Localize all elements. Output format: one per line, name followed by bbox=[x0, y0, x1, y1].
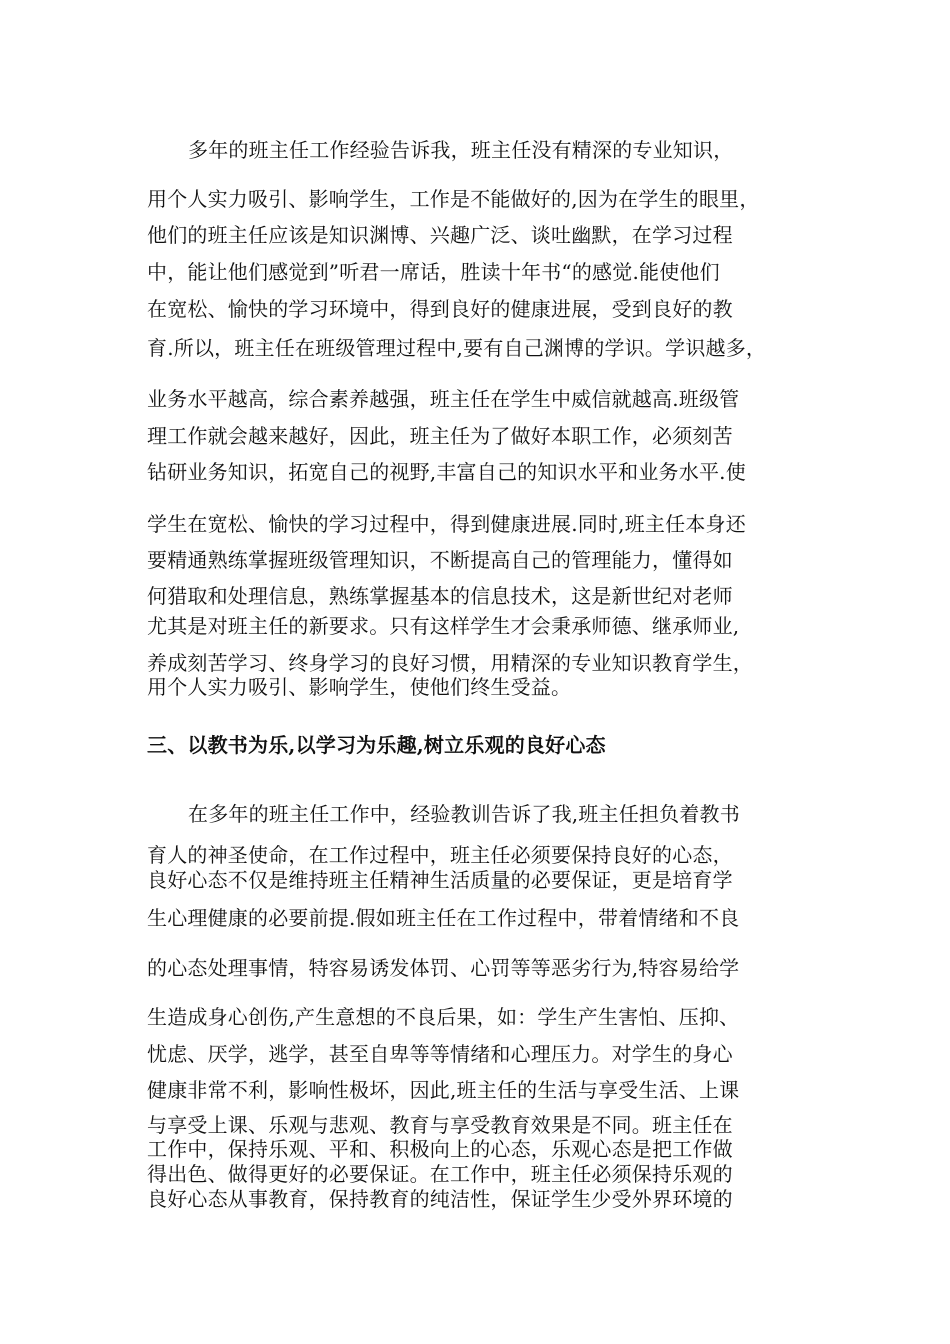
paragraph-line: 育.所以，班主任在班级管理过程中,要有自己渊博的学识。学识越多， bbox=[147, 336, 767, 360]
paragraph-line: 尤其是对班主任的新要求。只有这样学生才会秉承师德、继承师业, bbox=[147, 614, 740, 638]
paragraph-line: 生心理健康的必要前提.假如班主任在工作过程中，带着情绪和不良 bbox=[147, 906, 740, 930]
paragraph-line: 在宽松、愉快的学习环境中，得到良好的健康进展，受到良好的教 bbox=[147, 297, 733, 321]
paragraph-line: 何猎取和处理信息，熟练掌握基本的信息技术，这是新世纪对老师 bbox=[147, 584, 733, 608]
section-heading: 三、以教书为乐,以学习为乐趣,树立乐观的良好心态 bbox=[147, 733, 606, 757]
paragraph-line: 理工作就会越来越好，因此，班主任为了做好本职工作，必须刻苦 bbox=[147, 424, 733, 448]
paragraph-line: 养成刻苦学习、终身学习的良好习惯，用精深的专业知识教育学生， bbox=[147, 651, 753, 675]
paragraph-line: 忧虑、厌学，逃学，甚至自卑等等情绪和心理压力。对学生的身心 bbox=[147, 1042, 733, 1066]
paragraph-line: 多年的班主任工作经验告诉我，班主任没有精深的专业知识， bbox=[188, 138, 734, 162]
paragraph-line: 业务水平越高，综合素养越强，班主任在学生中威信就越高.班级管 bbox=[147, 387, 740, 411]
paragraph-line: 的心态处理事情，特容易诱发体罚、心罚等等恶劣行为,特容易给学 bbox=[147, 956, 740, 980]
paragraph-line: 中，能让他们感觉到”听君一席话，胜读十年书“的感觉.能使他们 bbox=[147, 260, 720, 284]
paragraph-line: 工作中，保持乐观、平和、积极向上的心态，乐观心态是把工作做 bbox=[147, 1137, 733, 1161]
paragraph-line: 学生在宽松、愉快的学习过程中，得到健康进展.同时,班主任本身还 bbox=[147, 512, 746, 536]
paragraph-line: 用个人实力吸引、影响学生，工作是不能做好的,因为在学生的眼里， bbox=[147, 187, 760, 211]
paragraph-line: 在多年的班主任工作中，经验教训告诉了我,班主任担负着教书 bbox=[188, 802, 740, 826]
paragraph-line: 他们的班主任应该是知识渊博、兴趣广泛、谈吐幽默，在学习过程 bbox=[147, 223, 733, 247]
paragraph-line: 用个人实力吸引、影响学生，使他们终生受益。 bbox=[147, 675, 572, 699]
paragraph-line: 健康非常不利，影响性极坏，因此,班主任的生活与享受生活、上课 bbox=[147, 1078, 740, 1102]
paragraph-line: 得出色、做得更好的必要保证。在工作中，班主任必须保持乐观的 bbox=[147, 1162, 733, 1186]
paragraph-line: 钻研业务知识，拓宽自己的视野,丰富自己的知识水平和业务水平.使 bbox=[147, 460, 746, 484]
paragraph-line: 良好心态不仅是维持班主任精神生活质量的必要保证，更是培育学 bbox=[147, 868, 733, 892]
paragraph-line: 良好心态从事教育，保持教育的纯洁性，保证学生少受外界环境的 bbox=[147, 1187, 733, 1211]
paragraph-line: 育人的神圣使命，在工作过程中，班主任必须要保持良好的心态， bbox=[147, 843, 733, 867]
paragraph-line: 与享受上课、乐观与悲观、教育与享受教育效果是不同。班主任在 bbox=[147, 1113, 733, 1137]
paragraph-line: 生造成身心创伤,产生意想的不良后果，如：学生产生害怕、压抑、 bbox=[147, 1005, 740, 1029]
paragraph-line: 要精通熟练掌握班级管理知识，不断提高自己的管理能力，懂得如 bbox=[147, 548, 733, 572]
